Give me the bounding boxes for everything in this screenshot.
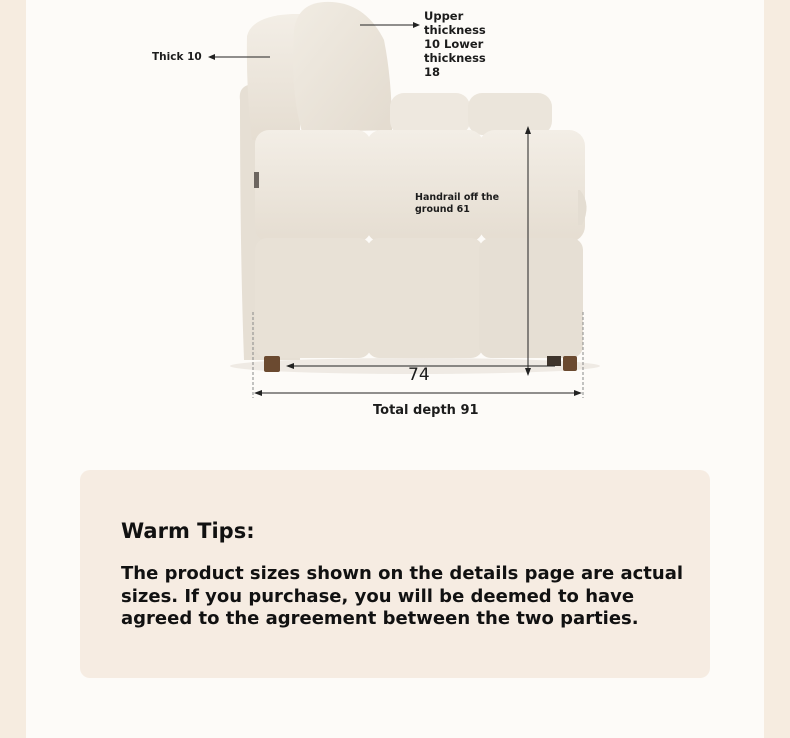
warm-tips-text: The product sizes shown on the details page are actual sizes. If you purchase, you will be deemed to have agreed to the agreement between the two parties. — [121, 563, 684, 629]
handrail-height-label: Handrail off the ground 61 — [415, 192, 500, 215]
thickness-label: Thick 10 — [152, 51, 202, 63]
warm-tips-box — [80, 470, 710, 678]
upper-lower-thickness-label: Upper thickness 10 Lower thickness 18 — [424, 9, 486, 79]
seat-width-label: 74 — [408, 365, 430, 385]
warm-tips-title: Warm Tips: — [121, 519, 255, 543]
total-depth-label: Total depth 91 — [373, 403, 479, 418]
